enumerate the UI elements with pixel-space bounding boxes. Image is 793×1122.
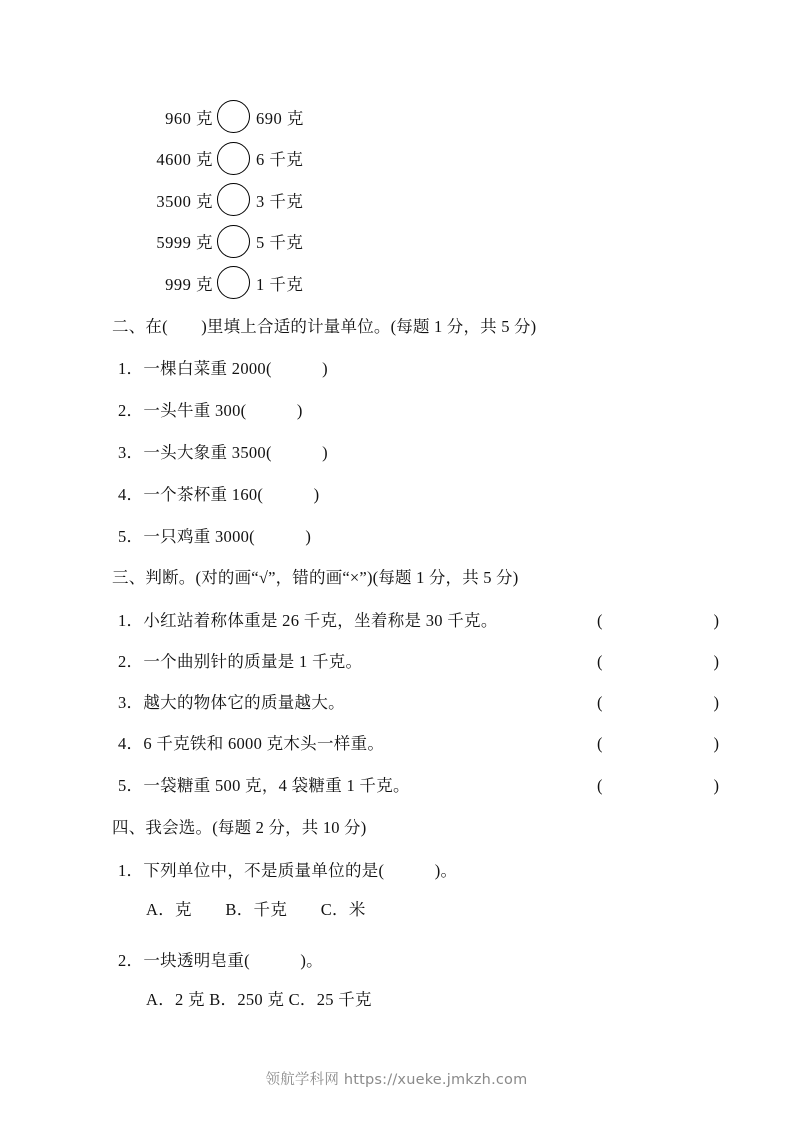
question-number: 2． (118, 652, 144, 671)
compare-left-value: 4600 克 (156, 150, 213, 170)
compare-left-value: 3500 克 (156, 191, 213, 211)
section-two-heading: 二、在( )里填上合适的计量单位。(每题 1 分，共 5 分) (112, 317, 537, 336)
section-three-question-5 (118, 772, 410, 796)
question-number: 5． (118, 527, 144, 546)
question-number: 2． (118, 401, 144, 420)
section-two-question-4 (118, 481, 319, 505)
question-text: 一头大象重 3500( ) (143, 443, 328, 462)
section-two-question-5 (118, 523, 311, 547)
question-text: 一头牛重 300( ) (143, 401, 303, 420)
question-number: 4． (118, 734, 144, 753)
comparison-circle[interactable] (217, 225, 250, 258)
question-text: 6 千克铁和 6000 克木头一样重。 (143, 734, 385, 753)
compare-right-value: 690 克 (256, 108, 304, 128)
section-four-question-1 (118, 857, 457, 881)
question-text: 一棵白菜重 2000( ) (143, 359, 328, 378)
question-text: 越大的物体它的质量越大。 (143, 693, 345, 712)
comparison-circle[interactable] (217, 266, 250, 299)
comparison-circle[interactable] (217, 100, 250, 133)
footer-watermark: 领航学科网 https://xueke.jmkzh.com (265, 1072, 528, 1088)
section-two-question-3 (118, 439, 328, 463)
section-two-question-2 (118, 397, 303, 421)
section-two-question-1 (118, 355, 328, 379)
answer-parentheses[interactable]: ( ) (597, 776, 745, 795)
compare-right-value: 3 千克 (256, 191, 304, 211)
question-text: 一袋糖重 500 克，4 袋糖重 1 千克。 (143, 776, 410, 795)
question-text: 一个茶杯重 160( ) (143, 485, 320, 504)
compare-row (112, 262, 532, 304)
question-text: 下列单位中，不是质量单位的是( )。 (143, 861, 458, 880)
section-four-heading: 四、我会选。(每题 2 分，共 10 分) (112, 818, 367, 837)
compare-right-value: 5 千克 (256, 233, 304, 253)
section-four-choices-2[interactable]: A．2 克 B．250 克 C．25 千克 (146, 990, 372, 1009)
section-three-question-4 (118, 730, 384, 754)
question-number: 1． (118, 861, 144, 880)
question-number: 2． (118, 951, 144, 970)
section-three-heading: 三、判断。(对的画“√”，错的画“×”)(每题 1 分，共 5 分) (112, 568, 519, 587)
comparison-circle[interactable] (217, 142, 250, 175)
section-four-question-2 (118, 947, 323, 971)
question-number: 3． (118, 693, 144, 712)
compare-right-value: 6 千克 (256, 150, 304, 170)
compare-row (112, 221, 532, 263)
answer-parentheses[interactable]: ( ) (597, 693, 745, 712)
compare-right-value: 1 千克 (256, 274, 304, 294)
compare-left-value: 5999 克 (156, 233, 213, 253)
section-three-question-3 (118, 689, 345, 713)
question-text: 一只鸡重 3000( ) (143, 527, 312, 546)
question-number: 1． (118, 611, 144, 630)
answer-parentheses[interactable]: ( ) (597, 611, 745, 630)
question-text: 一个曲别针的质量是 1 千克。 (143, 652, 363, 671)
compare-left-value: 960 克 (165, 108, 213, 128)
question-number: 5． (118, 776, 144, 795)
section-three-question-1 (118, 607, 498, 631)
question-number: 1． (118, 359, 144, 378)
compare-row (112, 96, 532, 138)
compare-exercise-block (112, 96, 532, 304)
question-number: 4． (118, 485, 144, 504)
section-four-choices-1[interactable]: A．克 B．千克 C．米 (146, 900, 366, 919)
comparison-circle[interactable] (217, 183, 250, 216)
section-three-question-2 (118, 648, 362, 672)
answer-parentheses[interactable]: ( ) (597, 734, 745, 753)
compare-row (112, 179, 532, 221)
question-text: 小红站着称体重是 26 千克，坐着称是 30 千克。 (143, 611, 498, 630)
question-number: 3． (118, 443, 144, 462)
compare-row (112, 138, 532, 180)
answer-parentheses[interactable]: ( ) (597, 652, 745, 671)
compare-left-value: 999 克 (165, 274, 213, 294)
question-text: 一块透明皂重( )。 (143, 951, 323, 970)
